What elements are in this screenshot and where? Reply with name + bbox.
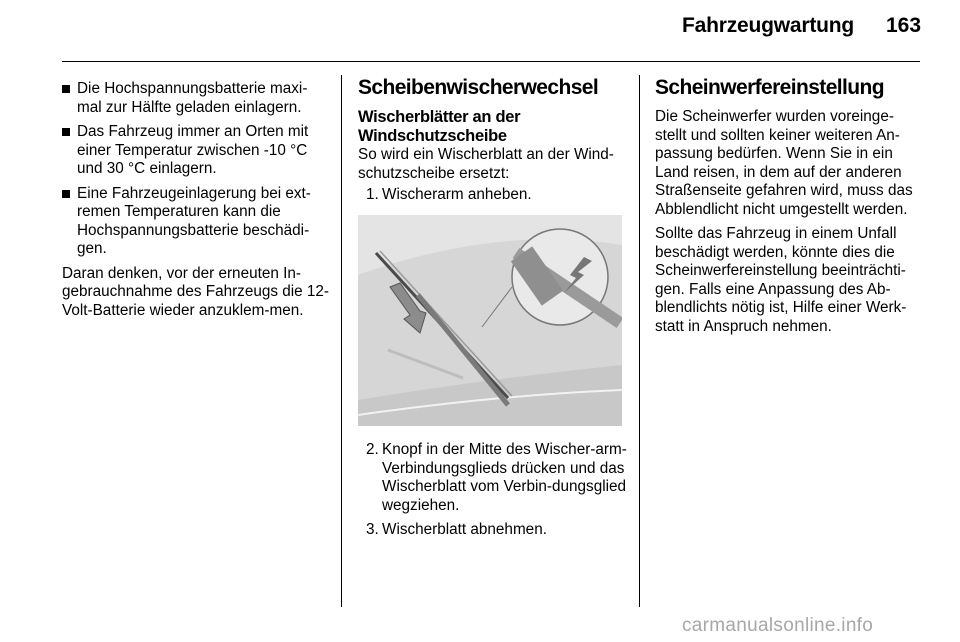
bullet-square-icon [62, 85, 70, 93]
list-item [358, 521, 628, 540]
subsection-title-windshield: Wischerblätter an der Windschutzscheibe [358, 108, 521, 145]
bullet-square-icon [62, 128, 70, 136]
bullet-square-icon [62, 190, 70, 198]
bullet-text: Eine Fahrzeugeinlagerung bei ext-remen Temperaturen kann die Hochspannungsbatterie beschädi-gen. [77, 184, 311, 257]
list-item [62, 123, 330, 179]
column-divider-right [639, 75, 640, 607]
list-item [62, 80, 330, 117]
section-title-wiper: Scheibenwischerwechsel [358, 76, 599, 99]
bullet-text: Das Fahrzeug immer an Orten mit einer Temperatur zwischen -10 °C und 30 °C einlagern. [77, 123, 309, 177]
step-number: 1. [366, 186, 379, 203]
watermark-text: carmanualsonline.info [682, 615, 874, 636]
battery-reminder-paragraph: Daran denken, vor der erneuten In-gebrauchnahme des Fahrzeugs die 12-Volt-Batterie wieder anzuklem-men. [62, 264, 330, 319]
step-text: Wischerblatt abnehmen. [382, 521, 547, 538]
column-divider-left [341, 75, 342, 607]
left-column [62, 80, 330, 320]
wiper-intro-text: So wird ein Wischerblatt an der Wind-schutzscheibe ersetzt: [358, 146, 614, 182]
middle-column [358, 76, 628, 540]
section-title-headlight: Scheinwerfereinstellung [655, 76, 884, 99]
bullet-text: Die Hochspannungsbatterie maxi-mal zur Hälfte geladen einlagern. [77, 80, 308, 116]
page-header-title: Fahrzeugwartung [682, 14, 855, 37]
list-item [358, 186, 628, 205]
step-number: 2. [366, 441, 379, 458]
header-divider [62, 61, 920, 62]
headlight-paragraph: Die Scheinwerfer wurden voreinge-stellt und sollten keiner weiteren An-passung bedürfen. Wenn Sie in ein Land reisen, in dem auf der anderen Straßenseite gefahren wird, muss das Abblendlicht nicht umgestellt werden. [655, 108, 913, 218]
page-number: 163 [886, 14, 922, 37]
list-item [358, 441, 628, 515]
right-column [655, 76, 923, 336]
step-text: Knopf in der Mitte des Wischer-arm-Verbindungsglieds drücken und das Wischerblatt vom Verbin-dungsglied wegziehen. [382, 441, 627, 514]
list-item [62, 185, 330, 259]
headlight-paragraph: Sollte das Fahrzeug in einem Unfall beschädigt werden, könnte dies die Scheinwerfereinstellung beeinträchti-gen. Falls eine Anpassung des Ab-blendlichts nötig ist, Hilfe einer Werk-statt in Anspruch nehmen. [655, 225, 907, 335]
wiper-illustration [358, 215, 622, 426]
step-number: 3. [366, 521, 379, 538]
step-text: Wischerarm anheben. [382, 186, 532, 203]
